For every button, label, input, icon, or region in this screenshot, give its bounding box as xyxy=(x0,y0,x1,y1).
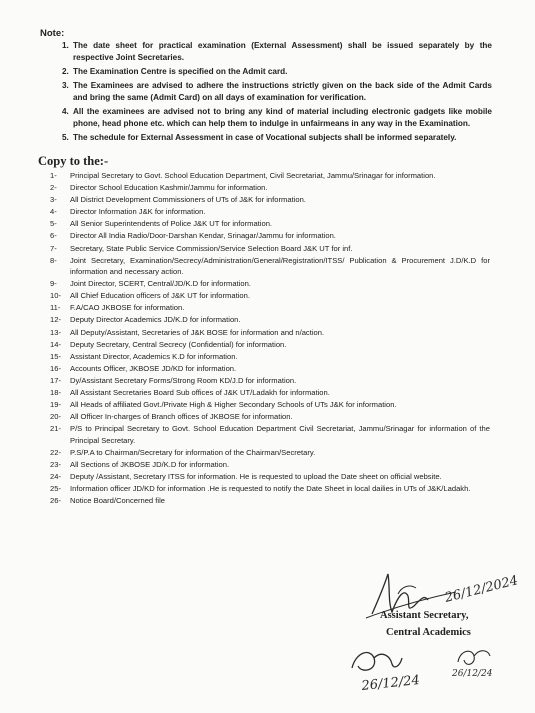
note-text: All the examinees are advised not to bring any kind of material including electronic gadgets like mobile phone, head phone etc. which can help them to indulge in unfairmeans in any way in the Examination. xyxy=(73,106,492,128)
copy-item xyxy=(50,483,490,494)
copy-number: 1- xyxy=(50,171,57,180)
copy-item xyxy=(50,206,490,217)
copy-text: Joint Secretary, Examination/Secrecy/Administration/General/Registration/ITSS/ Publication & Procurement J.D/K.D for information and necessary action. xyxy=(70,255,490,277)
copy-item xyxy=(50,327,490,338)
copy-item xyxy=(50,194,490,205)
copy-number: 15- xyxy=(50,351,61,361)
copy-number: 17- xyxy=(50,375,61,385)
note-text: The Examination Centre is specified on the Admit card. xyxy=(73,67,288,76)
svg-text:26/12/24: 26/12/24 xyxy=(452,669,493,679)
copy-number: 12- xyxy=(50,315,61,325)
notes-heading: Note: xyxy=(40,28,65,39)
copy-text: F.A/CAO JKBOSE for information. xyxy=(70,303,185,313)
svg-text:26/12/2024: 26/12/2024 xyxy=(443,573,520,606)
copy-item xyxy=(50,255,490,278)
note-text: The schedule for External Assessment in case of Vocational subjects shall be informed separately. xyxy=(73,132,457,142)
copy-item xyxy=(50,230,490,241)
copy-number: 13- xyxy=(50,327,61,337)
note-number: 2. xyxy=(62,67,69,76)
signatory-title: Assistant Secretary, xyxy=(380,610,469,621)
copy-item xyxy=(50,399,490,410)
copy-item xyxy=(50,170,490,181)
copy-text: Director All India Radio/Door-Darshan Kendar, Srinagar/Jammu for information. xyxy=(70,231,336,241)
copy-item xyxy=(50,314,490,325)
copy-number: 21- xyxy=(50,424,61,434)
copy-number: 6- xyxy=(50,231,57,241)
copy-number: 20- xyxy=(50,412,61,422)
copy-text: All Officer In-charges of Branch offices of JKBOSE for information. xyxy=(70,412,293,422)
copy-text: All Senior Superintendents of Police J&K UT for information. xyxy=(70,219,273,229)
svg-text:26/12/24: 26/12/24 xyxy=(360,672,421,694)
copy-item xyxy=(50,339,490,350)
copy-text: All Heads of affiliated Govt./Private High & Higher Secondary Schools of UTs J&K for information. xyxy=(70,400,397,410)
notes-list xyxy=(40,40,492,146)
copy-number: 2- xyxy=(50,183,57,193)
copy-text: Deputy /Assistant, Secretary ITSS for information. He is requested to upload the Date sheet on official website. xyxy=(70,471,442,481)
copy-item xyxy=(50,459,490,470)
copy-item xyxy=(50,290,490,301)
note-item xyxy=(40,106,492,130)
copy-number: 4- xyxy=(50,207,57,217)
copy-number: 25- xyxy=(50,484,61,494)
copy-text: P/S to Principal Secretary to Govt. School Education Department Civil Secretariat, Jammu/Srinagar for information of the Principal Secretary. xyxy=(70,424,490,445)
copy-text: All Sections of JKBOSE JD/K.D for information. xyxy=(70,459,230,469)
note-number: 3. xyxy=(62,80,69,90)
copy-item xyxy=(50,447,490,458)
copy-number: 14- xyxy=(50,339,61,349)
copy-number: 5- xyxy=(50,219,57,229)
copy-number: 23- xyxy=(50,459,61,469)
signatory-department: Central Academics xyxy=(386,627,471,638)
note-number: 5. xyxy=(62,132,69,142)
copy-text: Deputy Secretary, Central Secrecy (Confidential) for information. xyxy=(70,339,287,349)
copy-text: Director Information J&K for information. xyxy=(70,207,206,217)
copy-number: 11- xyxy=(50,303,61,313)
copy-item xyxy=(50,182,490,193)
copy-item xyxy=(50,278,490,289)
note-number: 4. xyxy=(62,106,69,116)
copy-item xyxy=(50,243,490,254)
copy-number: 26- xyxy=(50,496,61,506)
copy-item xyxy=(50,351,490,362)
copy-number: 8- xyxy=(50,255,57,265)
note-item xyxy=(40,132,492,144)
copy-number: 24- xyxy=(50,471,61,481)
copy-number: 16- xyxy=(50,363,61,373)
copy-item xyxy=(50,218,490,229)
copy-number: 3- xyxy=(50,195,57,205)
copy-text: Dy/Assistant Secretary Forms/Strong Room KD/J.D for information. xyxy=(70,375,297,385)
copy-item xyxy=(50,387,490,398)
copy-text: Notice Board/Concerned file xyxy=(70,496,165,506)
copy-text: Deputy Director Academics JD/K.D for information. xyxy=(70,315,241,325)
note-text: The date sheet for practical examination (External Assessment) shall be issued separately by the respective Joint Secretaries. xyxy=(73,41,492,63)
handwritten-initials xyxy=(340,640,510,702)
note-number: 1. xyxy=(62,41,69,50)
copy-text: Accounts Officer, JKBOSE JD/KD for information. xyxy=(70,363,237,373)
copy-number: 19- xyxy=(50,400,61,410)
copy-item xyxy=(50,363,490,374)
copy-text: Secretary, State Public Service Commission/Service Selection Board J&K UT for inf. xyxy=(70,243,353,253)
note-item xyxy=(40,40,492,64)
copy-item xyxy=(50,423,490,446)
copy-text: Principal Secretary to Govt. School Education Department, Civil Secretariat, Jammu/Srinagar for information. xyxy=(70,171,436,180)
copy-number: 9- xyxy=(50,279,57,289)
copy-text: Information officer JD/KD for information .He is requested to notify the Date Sheet in local dailies in UTs of J&K/Ladakh. xyxy=(70,484,471,494)
copy-item xyxy=(50,471,490,482)
copy-text: All Deputy/Assistant, Secretaries of J&K BOSE for information and n/action. xyxy=(70,327,325,337)
copy-text: All District Development Commissioners of UTs of J&K for information. xyxy=(70,195,306,205)
note-text: The Examinees are advised to adhere the instructions strictly given on the back side of the Admit Cards and bring the same (Admit Card) on all days of examination for verification. xyxy=(73,80,492,102)
copy-number: 18- xyxy=(50,388,61,397)
copy-item xyxy=(50,302,490,313)
note-item xyxy=(40,80,492,104)
copy-to-list xyxy=(50,170,490,507)
copy-number: 22- xyxy=(50,447,61,457)
copy-text: All Assistant Secretaries Board Sub offices of J&K UT/Ladakh for information. xyxy=(70,388,330,397)
copy-to-heading: Copy to the:- xyxy=(38,154,109,168)
copy-item xyxy=(50,411,490,422)
copy-number: 7- xyxy=(50,243,57,253)
copy-text: P.S/P.A to Chairman/Secretary for information of the Chairman/Secretary. xyxy=(70,447,316,457)
note-item xyxy=(40,66,492,78)
copy-text: Joint Director, SCERT, Central/JD/K.D for information. xyxy=(70,279,251,289)
copy-text: Director School Education Kashmir/Jammu for information. xyxy=(70,183,268,193)
copy-item xyxy=(50,375,490,386)
copy-text: All Chief Education officers of J&K UT for information. xyxy=(70,291,250,301)
copy-number: 10- xyxy=(50,291,61,301)
copy-item xyxy=(50,495,490,506)
copy-text: Assistant Director, Academics K.D for information. xyxy=(70,351,238,361)
